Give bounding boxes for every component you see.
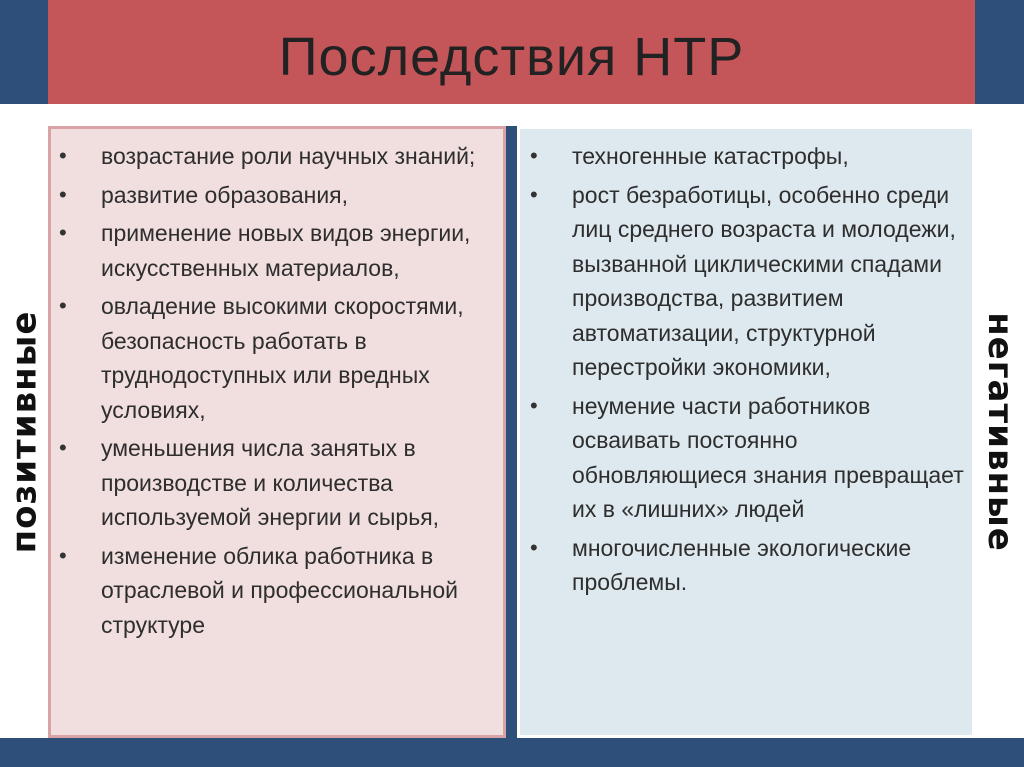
panel-gutter bbox=[506, 126, 517, 738]
title-banner bbox=[48, 0, 975, 104]
slide-title: Последствия НТР bbox=[278, 27, 745, 87]
list-item: • изменение облика работника в отраслевой и профессиональной структуре bbox=[59, 539, 493, 643]
bullet-icon: • bbox=[59, 220, 67, 245]
negative-list bbox=[520, 129, 972, 600]
bullet-icon: • bbox=[530, 143, 538, 168]
bullet-icon: • bbox=[59, 435, 67, 460]
positive-list bbox=[51, 129, 503, 642]
positive-panel bbox=[48, 126, 506, 738]
bullet-icon: • bbox=[59, 181, 67, 207]
list-item: • возрастание роли научных знаний; bbox=[59, 139, 493, 174]
bullet-icon: • bbox=[59, 293, 67, 318]
bullet-icon: • bbox=[59, 143, 67, 168]
list-item: • техногенные катастрофы, bbox=[530, 139, 964, 174]
bottom-band bbox=[0, 738, 1024, 767]
bullet-icon: • bbox=[59, 542, 67, 568]
list-item: • овладение высокими скоростями, безопасность работать в труднодоступных или вредных условиях, bbox=[59, 289, 493, 427]
list-item: • неумение части работников осваивать постоянно обновляющиеся знания превращает их в «лишних» людей bbox=[530, 389, 964, 527]
negative-panel bbox=[517, 126, 975, 738]
positive-side-label-box bbox=[0, 126, 48, 738]
bullet-icon: • bbox=[530, 534, 538, 560]
negative-label: негативные bbox=[979, 312, 1020, 552]
negative-side-label-box bbox=[975, 126, 1024, 738]
list-item: • развитие образования, bbox=[59, 178, 493, 213]
list-item: • применение новых видов энергии, искусственных материалов, bbox=[59, 216, 493, 285]
divider-band bbox=[0, 104, 1024, 126]
bullet-icon: • bbox=[530, 392, 538, 418]
list-item: • многочисленные экологические проблемы. bbox=[530, 531, 964, 600]
bullet-icon: • bbox=[530, 181, 538, 207]
list-item: • уменьшения числа занятых в производстве и количества используемой энергии и сырья, bbox=[59, 431, 493, 535]
list-item: • рост безработицы, особенно среди лиц среднего возраста и молодежи, вызванной циклическими спадами производства, развитием автоматизации, структурной перестройки экономики, bbox=[530, 178, 964, 385]
positive-label: позитивные bbox=[4, 310, 44, 554]
